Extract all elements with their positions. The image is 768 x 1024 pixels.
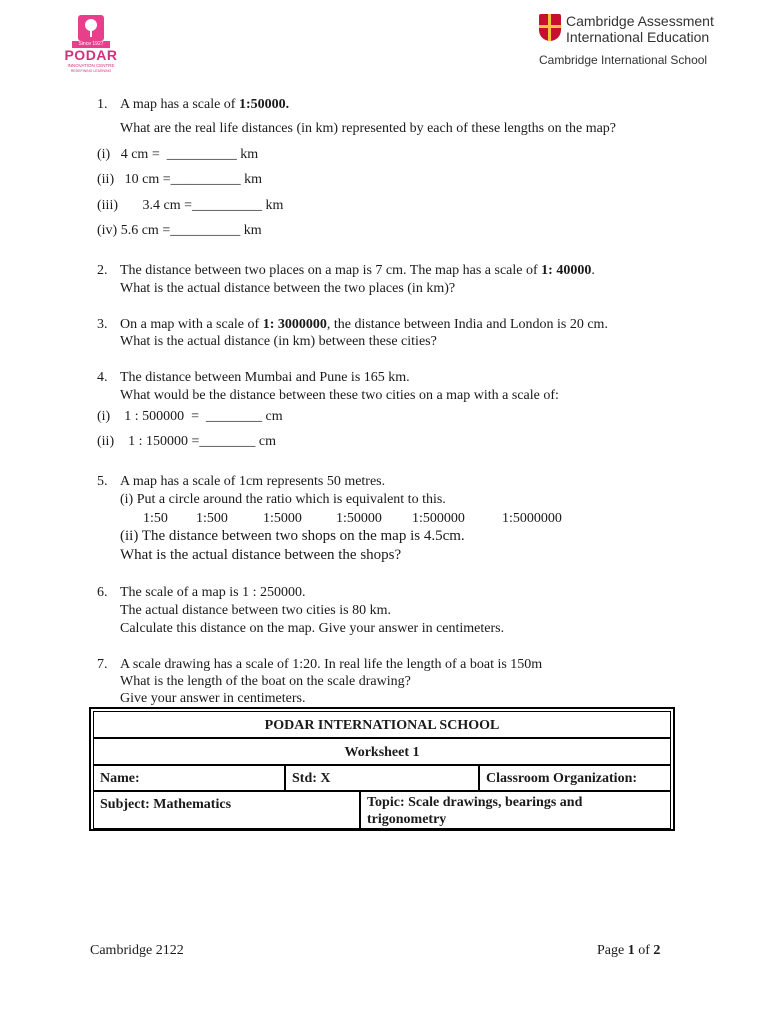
podar-name: PODAR <box>64 47 118 63</box>
q5-ratio-3[interactable]: 1:5000 <box>263 511 302 526</box>
q1-number: 1. <box>97 97 108 112</box>
table-classroom-field: Classroom Organization: <box>479 765 671 791</box>
cambridge-school-name: Cambridge International School <box>539 53 708 67</box>
q5-line2: (i) Put a circle around the ratio which is equivalent to this. <box>120 492 446 507</box>
q5-line1: A map has a scale of 1cm represents 50 metres. <box>120 474 386 489</box>
q1-line1: A map has a scale of 1:50000. <box>120 97 290 112</box>
q3-line1: On a map with a scale of 1: 3000000, the distance between India and London is 20 cm. <box>120 317 608 332</box>
table-subject-field: Subject: Mathematics <box>93 791 360 829</box>
q7-number: 7. <box>97 657 108 672</box>
q5-ratio-4[interactable]: 1:50000 <box>336 511 382 526</box>
q4-number: 4. <box>97 370 108 385</box>
q5-line3: (ii) The distance between two shops on the map is 4.5cm. <box>120 528 465 544</box>
q5-ratio-5[interactable]: 1:500000 <box>412 511 465 526</box>
podar-tagline: REDEFINING LEARNING <box>70 69 112 73</box>
table-worksheet-title: Worksheet 1 <box>93 738 671 765</box>
q1-part-i: (i) 4 cm = __________ km <box>97 147 259 162</box>
footer-page-number: Page 1 of 2 <box>597 943 661 958</box>
worksheet-info-table <box>89 707 675 831</box>
q4-part-i: (i) 1 : 500000 = ________ cm <box>97 409 283 424</box>
cambridge-title-line2: International Education <box>566 29 710 45</box>
q3-line2: What is the actual distance (in km) between these cities? <box>120 334 437 349</box>
q6-line3: Calculate this distance on the map. Give your answer in centimeters. <box>120 621 505 636</box>
cambridge-shield-icon <box>539 14 561 41</box>
q7-line1: A scale drawing has a scale of 1:20. In real life the length of a boat is 150m <box>120 657 543 672</box>
q1-part-ii: (ii) 10 cm =__________ km <box>97 172 262 187</box>
q4-line1: The distance between Mumbai and Pune is 165 km. <box>120 370 410 385</box>
q2-line2: What is the actual distance between the two places (in km)? <box>120 281 456 296</box>
table-topic-field: Topic: Scale drawings, bearings and trigonometry <box>360 791 671 829</box>
q5-ratio-6[interactable]: 1:5000000 <box>502 511 562 526</box>
q2-line1: The distance between two places on a map is 7 cm. The map has a scale of 1: 40000. <box>120 263 595 278</box>
footer-left: Cambridge 2122 <box>90 943 184 958</box>
q5-line4: What is the actual distance between the shops? <box>120 547 402 563</box>
podar-since: Since 1927 <box>72 41 110 48</box>
q6-line1: The scale of a map is 1 : 250000. <box>120 585 306 600</box>
podar-logo <box>60 15 122 73</box>
q1-part-iv: (iv) 5.6 cm =__________ km <box>97 223 262 238</box>
q6-line2: The actual distance between two cities is 80 km. <box>120 603 391 618</box>
table-school-name: PODAR INTERNATIONAL SCHOOL <box>93 711 671 738</box>
q1-part-iii: (iii) 3.4 cm =__________ km <box>97 198 284 213</box>
cambridge-title-line1: Cambridge Assessment <box>566 13 714 29</box>
q5-ratio-1[interactable]: 1:50 <box>143 511 168 526</box>
q5-ratio-2[interactable]: 1:500 <box>196 511 228 526</box>
table-std-field: Std: X <box>285 765 479 791</box>
q4-line2: What would be the distance between these two cities on a map with a scale of: <box>120 388 559 403</box>
q7-line2: What is the length of the boat on the scale drawing? <box>120 674 411 689</box>
q2-number: 2. <box>97 263 108 278</box>
q4-part-ii: (ii) 1 : 150000 =________ cm <box>97 434 276 449</box>
q5-number: 5. <box>97 474 108 489</box>
q3-number: 3. <box>97 317 108 332</box>
q7-line3: Give your answer in centimeters. <box>120 691 306 706</box>
q6-number: 6. <box>97 585 108 600</box>
table-name-field: Name: <box>93 765 285 791</box>
podar-subtitle: INNOVATION CENTRE <box>67 63 115 68</box>
tree-icon <box>78 15 104 41</box>
q1-line2: What are the real life distances (in km) represented by each of these lengths on the map? <box>120 121 617 136</box>
